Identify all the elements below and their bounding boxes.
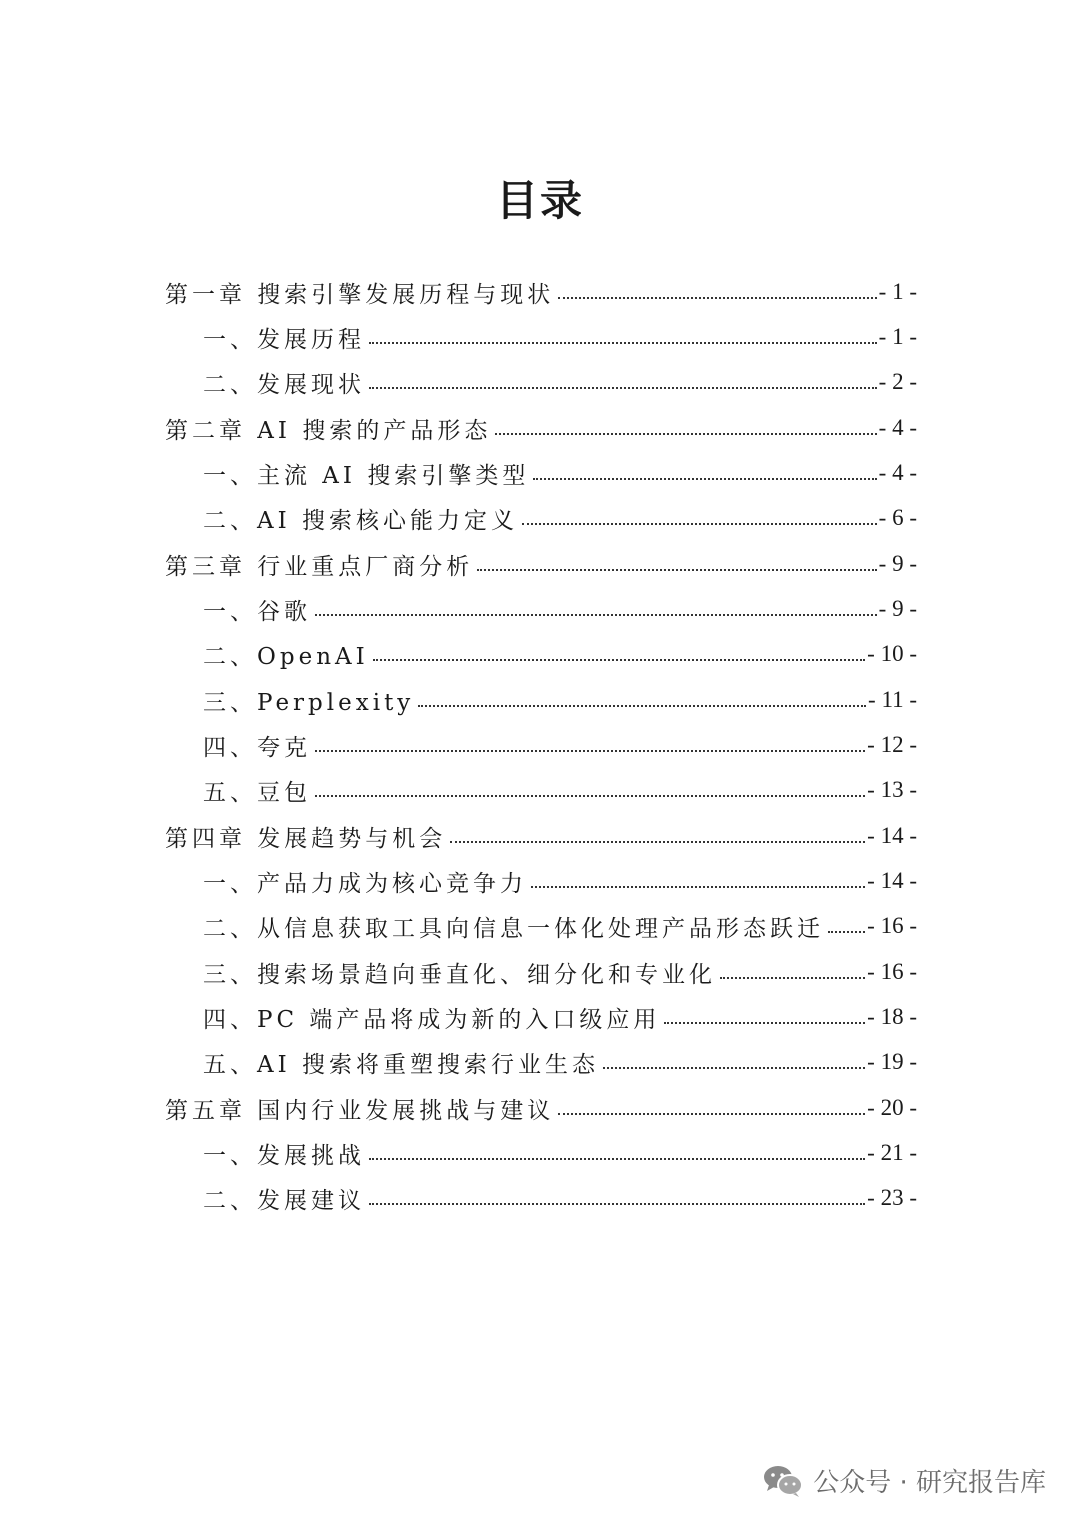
toc-dot-leader: [369, 342, 877, 344]
toc-entry-label: 一、发展挑战: [203, 1142, 365, 1169]
toc-entry-label: 二、从信息获取工具向信息一体化处理产品形态跃迁: [203, 915, 824, 942]
toc-dot-leader: [373, 659, 865, 661]
toc-entry-page: - 13 -: [867, 777, 917, 802]
toc-entry-4-1[interactable]: [203, 861, 917, 901]
toc-dot-leader: [720, 977, 865, 979]
toc-entry-label: 三、搜索场景趋向垂直化、细分化和专业化: [203, 961, 716, 988]
toc-entry-label: 二、OpenAI: [203, 643, 369, 670]
toc-entry-page: - 20 -: [867, 1095, 917, 1120]
toc-entry-4-2[interactable]: [203, 906, 917, 946]
toc-entry-page: - 18 -: [867, 1004, 917, 1029]
toc-entry-page: - 1 -: [878, 324, 917, 349]
toc-entry-chapter-5[interactable]: [165, 1088, 917, 1128]
toc-entry-page: - 14 -: [867, 823, 917, 848]
toc-entry-label: 一、谷歌: [203, 598, 311, 625]
toc-dot-leader: [533, 478, 876, 480]
toc-entry-page: - 2 -: [878, 369, 917, 394]
watermark-text: 公众号 · 研究报告库: [813, 1468, 1046, 1498]
toc-entry-label: 第四章 发展趋势与机会: [165, 825, 447, 852]
toc-entry-label: 二、发展建议: [203, 1187, 365, 1214]
toc-entry-page: - 16 -: [867, 913, 917, 938]
toc-dot-leader: [369, 1158, 865, 1160]
toc-dot-leader: [828, 931, 865, 933]
toc-entry-label: 第二章 AI 搜索的产品形态: [165, 417, 492, 444]
toc-entry-page: - 16 -: [867, 959, 917, 984]
toc-entry-label: 第三章 行业重点厂商分析: [165, 553, 474, 580]
toc-dot-leader: [477, 569, 876, 571]
toc-dot-leader: [531, 886, 865, 888]
wechat-watermark: [763, 1462, 1046, 1499]
toc-entry-chapter-2[interactable]: [165, 408, 917, 448]
toc-entry-5-2[interactable]: [203, 1178, 917, 1218]
toc-entry-3-5[interactable]: [203, 770, 917, 810]
toc-entry-page: - 4 -: [878, 415, 917, 440]
toc-entry-page: - 1 -: [878, 279, 917, 304]
toc-entry-5-1[interactable]: [203, 1133, 917, 1173]
toc-entry-label: 二、发展现状: [203, 371, 365, 398]
toc-entry-page: - 19 -: [867, 1049, 917, 1074]
toc-entry-3-1[interactable]: [203, 589, 917, 629]
toc-entry-chapter-4[interactable]: [165, 816, 917, 856]
toc-entry-page: - 10 -: [867, 641, 917, 666]
toc-entry-page: - 12 -: [867, 732, 917, 757]
toc-entry-label: 一、产品力成为核心竞争力: [203, 870, 527, 897]
toc-entry-4-3[interactable]: [203, 952, 917, 992]
toc-entry-3-2[interactable]: [203, 634, 917, 674]
toc-entry-chapter-3[interactable]: [165, 544, 917, 584]
toc-entry-page: - 14 -: [867, 868, 917, 893]
toc-entry-4-4[interactable]: [203, 997, 917, 1037]
toc-dot-leader: [495, 433, 876, 435]
toc-entry-label: 四、PC 端产品将成为新的入口级应用: [203, 1006, 661, 1033]
toc-entry-label: 四、夸克: [203, 734, 311, 761]
toc-dot-leader: [603, 1067, 865, 1069]
toc-entry-4-5[interactable]: [203, 1042, 917, 1082]
toc-dot-leader: [315, 750, 865, 752]
toc-entry-2-1[interactable]: [203, 453, 917, 493]
toc-dot-leader: [558, 297, 876, 299]
toc-entry-page: - 6 -: [878, 505, 917, 530]
toc-entry-label: 五、AI 搜索将重塑搜索行业生态: [203, 1051, 600, 1078]
toc-entry-label: 五、豆包: [203, 779, 311, 806]
toc-dot-leader: [522, 523, 877, 525]
toc-dot-leader: [418, 705, 866, 707]
toc-entry-page: - 11 -: [868, 687, 917, 712]
toc-entry-label: 二、AI 搜索核心能力定义: [203, 507, 519, 534]
toc-entry-page: - 23 -: [867, 1185, 917, 1210]
toc-entry-3-4[interactable]: [203, 725, 917, 765]
toc-entry-label: 一、发展历程: [203, 326, 365, 353]
toc-entry-1-1[interactable]: [203, 317, 917, 357]
page-title: 目录: [495, 176, 584, 225]
toc-entry-label: 三、Perplexity: [203, 689, 415, 716]
toc-dot-leader: [558, 1113, 865, 1115]
toc-dot-leader: [315, 614, 877, 616]
toc-entry-2-2[interactable]: [203, 498, 917, 538]
toc-entry-page: - 9 -: [878, 596, 917, 621]
toc-entry-label: 第五章 国内行业发展挑战与建议: [165, 1097, 555, 1124]
toc-dot-leader: [369, 1203, 865, 1205]
toc-dot-leader: [369, 387, 877, 389]
toc-dot-leader: [315, 795, 865, 797]
toc-entry-chapter-1[interactable]: [165, 272, 917, 312]
toc-entry-label: 第一章 搜索引擎发展历程与现状: [165, 281, 555, 308]
toc-entry-page: - 21 -: [867, 1140, 917, 1165]
wechat-icon: [763, 1464, 803, 1498]
toc-entry-page: - 4 -: [878, 460, 917, 485]
toc-dot-leader: [664, 1022, 865, 1024]
toc-entry-1-2[interactable]: [203, 362, 917, 402]
toc-dot-leader: [450, 841, 865, 843]
toc-entry-3-3[interactable]: [203, 680, 917, 720]
toc-entry-page: - 9 -: [878, 551, 917, 576]
toc-entry-label: 一、主流 AI 搜索引擎类型: [203, 462, 530, 489]
